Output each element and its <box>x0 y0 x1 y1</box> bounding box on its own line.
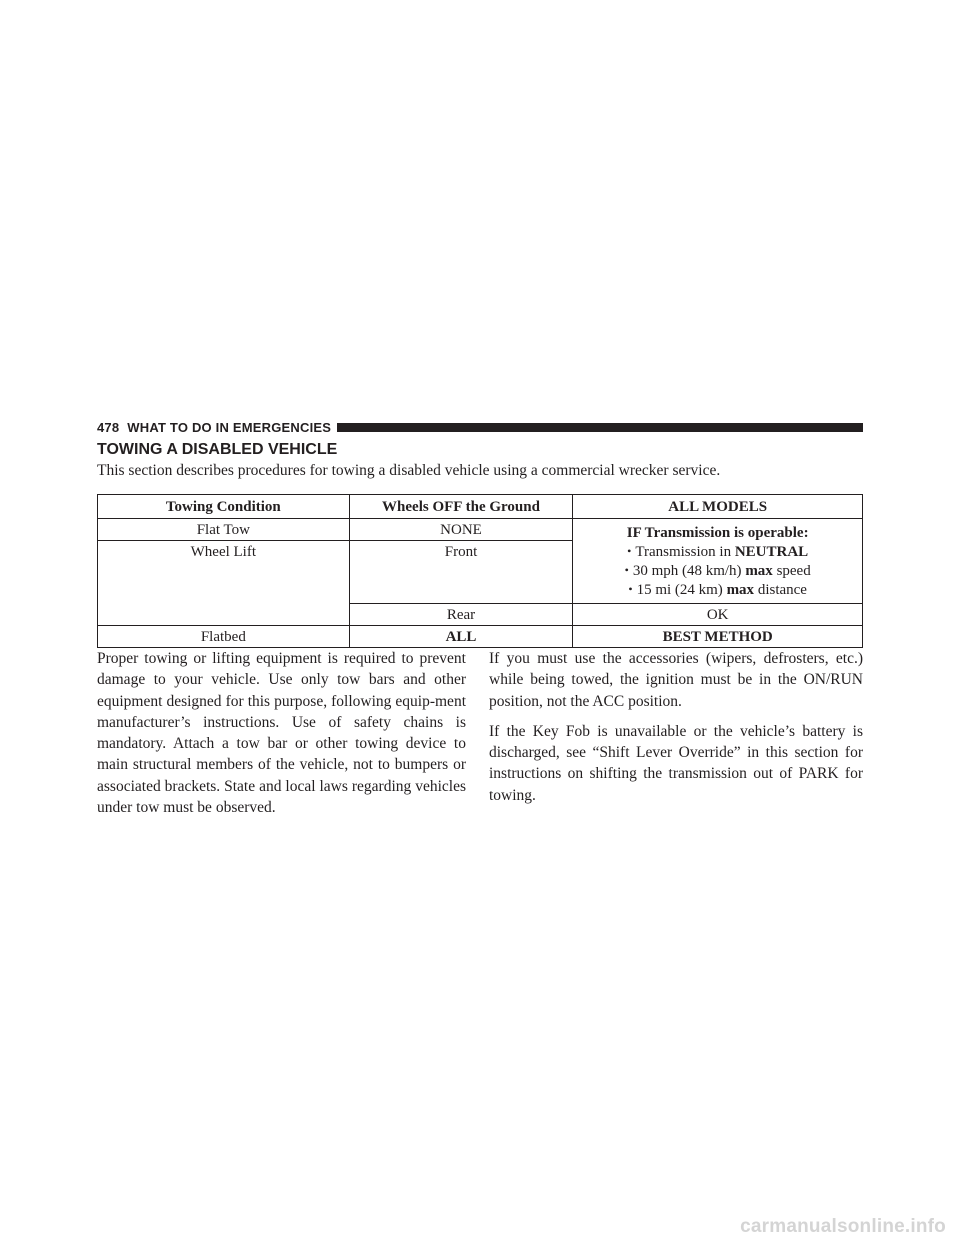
bullet-icon: • <box>627 544 632 558</box>
bullet-tail: distance <box>754 582 807 598</box>
section-title: WHAT TO DO IN EMERGENCIES <box>127 419 332 435</box>
watermark: carmanualsonline.info <box>740 1216 946 1237</box>
header-all-models: ALL MODELS <box>573 495 863 519</box>
accessories-paragraph: If you must use the accessories (wipers, defrosters, etc.) while being towed, the ignition must be in the ON/RUN position, not the ACC position. <box>489 650 863 710</box>
page-title: TOWING A DISABLED VEHICLE <box>97 441 338 458</box>
cell-wheel-lift-front: Front <box>349 541 573 604</box>
cell-wheel-lift-rear: Rear <box>349 604 573 626</box>
page-header <box>97 418 863 436</box>
bullet-text: 15 mi (24 km) <box>636 582 727 598</box>
right-column <box>489 648 863 815</box>
bullet-bold: max <box>726 582 755 598</box>
bullet-neutral <box>577 542 858 561</box>
bullet-bold: max <box>745 563 773 579</box>
bullet-text: Transmission in <box>635 544 735 560</box>
bullet-distance <box>577 580 858 599</box>
cell-wheel-lift: Wheel Lift <box>98 541 350 626</box>
cell-transmission-operable <box>573 519 863 604</box>
operable-heading: IF Transmission is operable: <box>626 525 809 541</box>
cell-flatbed-wheels: ALL <box>349 626 573 648</box>
table-row <box>98 519 863 541</box>
bullet-icon: • <box>624 563 629 577</box>
table-header-row <box>98 495 863 519</box>
cell-flat-tow: Flat Tow <box>98 519 350 541</box>
towing-equipment-paragraph: Proper towing or lifting equipment is required to prevent damage to your vehicle. Use only tow bars and other equipment designed for this purpose, following equip-ment manufacturer’s instructions. Use of safety chains is mandatory. Attach a tow bar or other towing device to main structural members of the vehicle, not to bumpers or associated brackets. State and local laws regarding vehicles under tow must be observed. <box>97 650 466 817</box>
cell-wheel-lift-rear-models: OK <box>573 604 863 626</box>
header-towing-condition: Towing Condition <box>98 495 350 519</box>
cell-flatbed: Flatbed <box>98 626 350 648</box>
header-wheels-off: Wheels OFF the Ground <box>349 495 573 519</box>
bullet-text: 30 mph (48 km/h) <box>632 563 746 579</box>
page-number: 478 <box>97 419 120 435</box>
bullet-bold: NEUTRAL <box>734 544 809 560</box>
bullet-tail: speed <box>772 563 811 579</box>
key-fob-paragraph: If the Key Fob is unavailable or the vehicle’s battery is discharged, see “Shift Lever Override” in this section for instructions on shifting the transmission out of PARK for towing. <box>489 722 863 804</box>
left-column <box>97 648 466 827</box>
cell-flat-tow-wheels: NONE <box>349 519 573 541</box>
intro-text: This section describes procedures for towing a disabled vehicle using a commercial wrecker service. <box>97 462 721 479</box>
bullet-icon: • <box>628 582 633 596</box>
cell-flatbed-models: BEST METHOD <box>573 626 863 648</box>
bullet-speed <box>577 561 858 580</box>
towing-table <box>97 494 863 648</box>
table-row <box>98 626 863 648</box>
header-rule <box>337 423 863 432</box>
